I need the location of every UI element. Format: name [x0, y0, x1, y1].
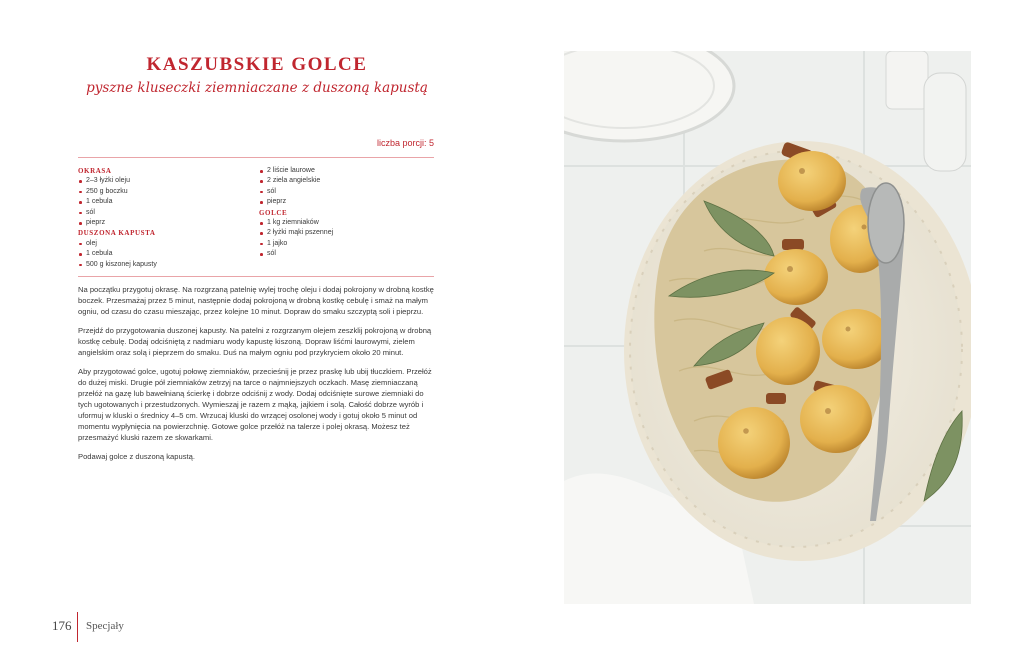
ingredients-column-right [259, 166, 434, 260]
ingredient-section-heading: OKRASA [78, 167, 112, 175]
recipe-subtitle: pyszne kluseczki ziemniaczane z duszoną kapustą [86, 80, 428, 96]
middle-divider [78, 276, 434, 277]
recipe-title: KASZUBSKIE GOLCE [146, 54, 368, 75]
ingredient-item: 1 kg ziemniaków [259, 218, 434, 228]
ingredient-item: 1 jajko [259, 239, 434, 249]
ingredient-item: 2–3 łyżki oleju [78, 176, 248, 186]
recipe-steps [78, 284, 434, 470]
ingredient-item: 1 cebula [78, 249, 248, 259]
step-paragraph: Podawaj golce z duszoną kapustą. [78, 452, 195, 461]
footer-divider [77, 612, 78, 642]
page-number: 176 [52, 618, 72, 633]
ingredient-item: pieprz [259, 197, 434, 207]
ingredient-item: 250 g boczku [78, 187, 248, 197]
ingredient-item: sól [259, 249, 434, 259]
ingredient-item: sól [259, 187, 434, 197]
ingredients-column-left [78, 166, 248, 270]
ingredient-item: 2 łyżki mąki pszennej [259, 228, 434, 238]
ingredient-item: 2 ziela angielskie [259, 176, 434, 186]
ingredient-section-heading: GOLCE [259, 208, 288, 217]
ingredient-item: 500 g kiszonej kapusty [78, 260, 248, 270]
step-paragraph: Przejdź do przygotowania duszonej kapusty. Na patelni z rozgrzanym olejem zeszklij pokrojoną w drobną kostkę cebulę. Dodaj odciśniętą z nadmiaru wody kapustę kiszoną. Dopraw liśćmi laurowymi, zielem angielskim oraz solą i pieprzem do smaku. Duś na małym ogniu pod przykryciem około 20 minut. [78, 326, 432, 357]
ingredient-item: pieprz [78, 218, 248, 228]
ingredient-item: 1 cebula [78, 197, 248, 207]
top-divider [78, 157, 434, 158]
dish-photo [564, 51, 971, 604]
ingredient-item: sól [78, 208, 248, 218]
ingredient-item: olej [78, 239, 248, 249]
portions-count: liczba porcji: 5 [376, 138, 434, 148]
dish-photo-icon [564, 51, 971, 604]
step-paragraph: Aby przygotować golce, ugotuj połowę ziemniaków, przecieśnij je przez praskę lub ubij tłuczkiem. Przełóż do dużej miski. Drugie pół ziemniaków zetrzyj na tarce o najmniejszych oczkach. Masę ziemniaczaną przełóż na gazę lub bawełnianą ścierkę i dobrze odciśnij z wody. Dodaj odciśnięte surowe ziemniaki do tych ugotowanych i przestudzonych. Wymieszaj je razem z mąką, jajkiem i solą. Całość dobrze wyrób i uformuj w kluski o średnicy 4–5 cm. Wrzucaj kluski do wrzącej osolonej wody i gotuj około 5 minut od momentu wypłynięcia na powierzchnię. Gotowe golce przełóż na talerze i polej okrasą. Możesz też przesmażyć kluski razem ze skwarkami. [78, 367, 432, 442]
section-name: Specjały [86, 620, 124, 632]
step-paragraph: Na początku przygotuj okrasę. Na rozgrzaną patelnię wylej trochę oleju i dodaj pokrojony w drobną kostkę boczek. Przesmażaj przez 5 minut, następnie dodaj pokrojoną w drobną kostkę cebulę i smaż na małym ogniu, od czasu do czasu mieszając, przez kolejne 10 minut. Dopraw do smaku szczyptą soli i pieprzu. [78, 285, 434, 316]
ingredient-item: 2 liście laurowe [259, 166, 434, 176]
ingredient-section-heading: DUSZONA KAPUSTA [78, 229, 156, 238]
